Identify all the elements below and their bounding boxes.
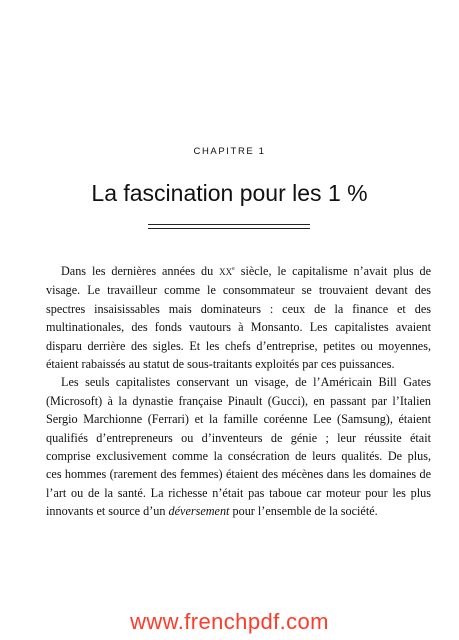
text-line: multinationales, des fonds vautours à Monsanto. Les capitalistes avaient: [46, 320, 431, 335]
title-underline-bottom: [148, 228, 310, 229]
century-superscript: e: [232, 266, 235, 272]
text-line: visage. Le travailleur comme le consommateur se trouvaient devant des: [46, 283, 431, 298]
text-line: étaient rabaissés au statut de sous-traitants exploités par ces puissances.: [46, 357, 395, 372]
chapter-label: CHAPITRE 1: [193, 146, 266, 157]
paragraph-1: [31, 262, 431, 373]
chapter-title: La fascination pour les 1 %: [91, 180, 368, 206]
watermark-link[interactable]: www.frenchpdf.com: [130, 609, 329, 634]
text-line: Sergio Marchionne (Ferrari) et la famille coréenne Lee (Samsung), étaient: [46, 412, 431, 427]
paragraph-2: [31, 373, 431, 520]
text-line: ces hommes (rarement des femmes) étaient des mécènes dans les domaines de: [46, 467, 431, 482]
title-underline-top: [148, 224, 310, 225]
century-numeral: XX: [219, 267, 233, 277]
text-line: innovants et source d’un déversement pour l’ensemble de la société.: [46, 504, 378, 519]
text-line: (Microsoft) à la dynastie française Pinault (Gucci), en passant par l’Italien: [46, 393, 431, 408]
text-line: disparu derrière des sigles. Et les chefs d’entreprise, petites ou moyennes,: [46, 338, 431, 353]
text-line: Dans les dernières années du XXe siècle, le capitalisme n’avait plus de: [61, 264, 431, 278]
text-line: qualifiés d’entrepreneurs ou d’inventeurs de génie ; leur réussite était: [46, 430, 431, 445]
text-line: l’art ou de la santé. La richesse n’était pas taboue car moteur pour les plus: [46, 485, 431, 500]
text-line: spectres insaisissables mais dominateurs : ceux de la finance et des: [46, 301, 431, 316]
italic-term: déversement: [168, 504, 230, 519]
text-line: Les seuls capitalistes conservant un visage, de l’Américain Bill Gates: [61, 375, 431, 390]
chapter-body: [31, 262, 431, 521]
text-line: comprise exclusivement comme la consécration de leurs qualités. De plus,: [46, 449, 431, 464]
